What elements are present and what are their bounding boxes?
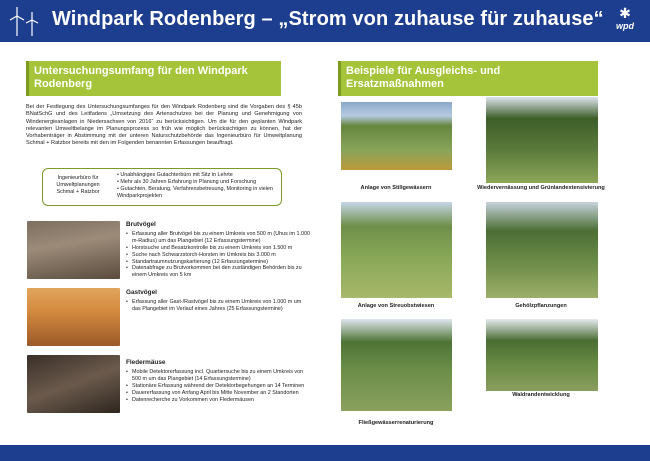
photo-caption: Anlage von Streuobstwiesen	[357, 303, 435, 309]
section-brutvoegel	[126, 222, 311, 279]
wpd-logo-icon: ✱	[619, 5, 631, 21]
photo-stillgewaesser	[341, 102, 452, 170]
section-banner-right: Beispiele für Ausgleichs- und Ersatzmaßnahmen	[338, 61, 598, 96]
list-item: • Mobile Detektorerfassung incl. Quartiersuche bis zu einem Umkreis von 500 m um das Plangebiet (14 Erfassungstermine)	[126, 369, 311, 383]
info-box-label: Ingenieurbüro für Umweltplanungen Schmal + Ratzbor	[56, 175, 100, 195]
bat-photo	[27, 355, 120, 413]
birds-flock-photo	[27, 288, 120, 346]
info-item: • Mehr als 30 Jahren Erfahrung in Planung und Forschung	[117, 179, 257, 185]
blackbird-photo	[27, 221, 120, 279]
section-title: Gastvögel	[126, 289, 157, 296]
header-bar	[0, 0, 650, 42]
photo-caption: Fließgewässerrenaturierung	[358, 420, 434, 426]
list-item: • Suche nach Schwarzstorch-Horsten im Umkreis bis 3.000 m	[126, 252, 311, 259]
section-fledermaeuse	[126, 360, 311, 403]
section-gastvoegel	[126, 290, 311, 313]
list-item: • Datenrecherche zu Vorkommen von Fledermäusen	[126, 397, 311, 404]
photo-caption: Gehölzpflanzungen	[515, 303, 567, 309]
logo-text: wpd	[616, 21, 634, 31]
wind-turbine-icon	[8, 4, 42, 38]
photo-gehoelzpflanzungen	[486, 202, 598, 298]
photo-caption: Wiedervernässung und Grünlandextensivierung	[477, 185, 605, 191]
footer-bar	[0, 445, 650, 461]
info-item: • Gutachten, Beratung, Verfahrensbetreuung, Monitoring in vielen Windparkprojekten	[117, 186, 273, 199]
list-item: • Standartraumnutzungskartierung (12 Erfassungstermine)	[126, 259, 311, 266]
photo-caption: Anlage von Stillgewässern	[360, 185, 432, 191]
info-item: • Unabhängiges Gutachterbüro mit Sitz in Lehrte	[117, 172, 233, 178]
photo-caption: Waldrandentwicklung	[512, 392, 570, 398]
list-item: • Erfassung aller Gast-/Rastvögel bis zu einem Umkreis von 1.000 m um das Plangebiet im Verlauf eines Jahres (25 Erfassungstermine)	[126, 299, 311, 313]
list-item: • Dauererfassung von Anfang April bis Mitte November an 2 Standorten	[126, 390, 311, 397]
photo-fliessgewaesser	[341, 319, 452, 411]
info-box-list	[117, 172, 277, 200]
section-title: Fledermäuse	[126, 359, 166, 366]
list-item: • Datenabfrage zu Brutvorkommen bei den zuständigen Behörden bis zu einem Umkreis von 5 km	[126, 265, 311, 279]
section-banner-left: Untersuchungsumfang für den Windpark Rodenberg	[26, 61, 281, 96]
intro-text: Bei der Festlegung des Untersuchungsumfanges für den Windpark Rodenberg sind die Vorgaben des § 45b BNatSchG und des Leitfadens „Umsetzung des Artenschutzes bei der Planung und Genehmigung von Windenergieanlagen in Niedersachsen von 2016“ zu berücksichtigen. Um die für den geplanten Windpark relevanten Umweltbelange im Planungsprozess so früh wie möglich berücksichtigen zu können, hat der Vorhabenträger in Abstimmung mit der unteren Naturschutzbehörde das Ingenieurbüro für Umweltplanung Schmal + Ratzbor bereits mit den im Folgenden benannten Erfassungen beauftragt.	[26, 104, 302, 147]
photo-waldrand	[486, 319, 598, 391]
list-item: • Erfassung aller Brutvögel bis zu einem Umkreis von 500 m (Uhus im 1.000 m-Radius) um das Plangebiet (12 Erfassungstermine)	[126, 231, 311, 245]
list-item: • Stationäre Erfassung während der Detektorbegehungen an 14 Terminen	[126, 383, 311, 390]
list-item: • Horstsuche und Besatzkontrolle bis zu einem Umkreis von 1.500 m	[126, 245, 311, 252]
photo-streuobstwiesen	[341, 202, 452, 298]
page-title: Windpark Rodenberg – „Strom von zuhause für zuhause“	[52, 8, 604, 30]
photo-wiedervernaessung	[486, 97, 598, 183]
info-box	[42, 168, 282, 206]
section-title: Brutvögel	[126, 221, 156, 228]
wpd-logo	[612, 5, 638, 37]
